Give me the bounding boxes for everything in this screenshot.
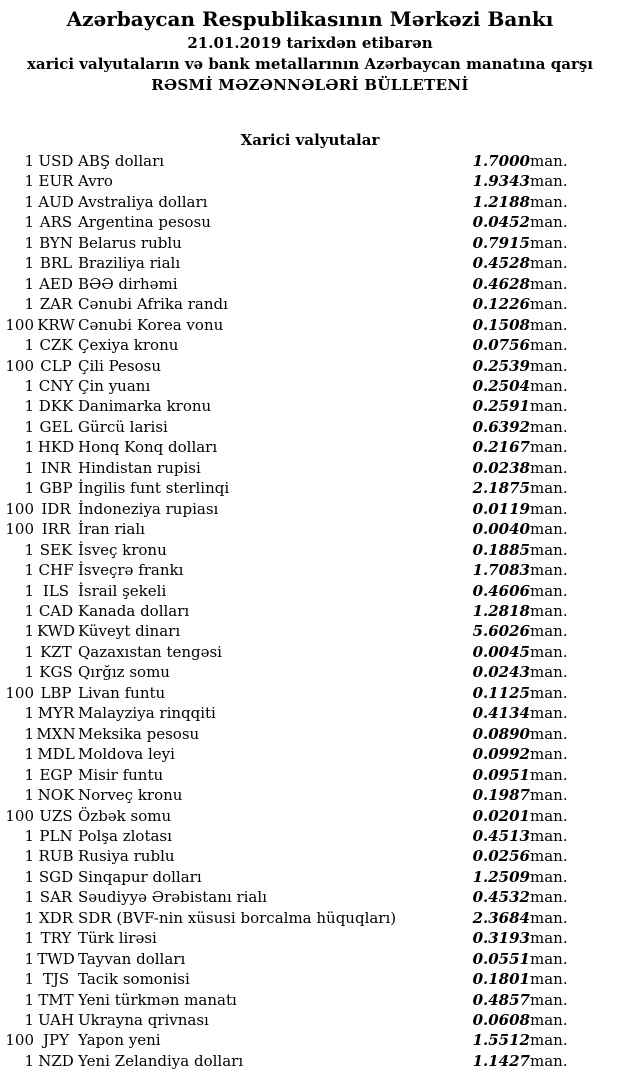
quantity-cell: 100 [5, 315, 34, 334]
unit-cell: man. [530, 336, 568, 355]
currency-name-cell: Ukrayna qrivnası [78, 1011, 209, 1030]
currency-code-cell: UAH [37, 1011, 75, 1030]
currency-name-cell: Argentina pesosu [78, 213, 211, 232]
quantity-cell: 1 [24, 745, 34, 764]
rate-row [0, 253, 588, 273]
rate-row [0, 949, 588, 969]
unit-cell: man. [530, 786, 568, 805]
bulletin-header [0, 5, 620, 96]
rate-row [0, 908, 588, 928]
unit-cell: man. [530, 765, 568, 784]
currency-name-cell: Danimarka kronu [78, 397, 212, 416]
rate-value-cell: 0.4134 [472, 704, 530, 723]
section-title-foreign-currencies: Xarici valyutalar [240, 131, 380, 149]
currency-name-cell: Səudiyyə Ərəbistanı rialı [78, 888, 267, 907]
unit-cell: man. [530, 274, 568, 293]
currency-code-cell: PLN [39, 826, 73, 845]
quantity-cell: 1 [24, 152, 34, 170]
rate-value-cell: 0.1885 [472, 540, 530, 559]
currency-code-cell: DKK [38, 397, 74, 416]
quantity-cell: 1 [24, 561, 34, 580]
currency-name-cell: İsveçrə frankı [78, 561, 184, 580]
unit-cell: man. [530, 192, 568, 211]
currency-name-cell: Moldova leyi [78, 745, 175, 764]
currency-name-cell: Cənubi Korea vonu [78, 315, 224, 334]
quantity-cell: 1 [24, 397, 34, 416]
quantity-cell: 1 [24, 295, 34, 314]
currency-name-cell: Yapon yeni [78, 1031, 161, 1050]
quantity-cell: 100 [5, 1031, 34, 1050]
currency-name-cell: Yeni Zelandiya dolları [78, 1051, 244, 1070]
quantity-cell: 1 [24, 479, 34, 498]
currency-name-cell: Avstraliya dolları [78, 192, 208, 211]
currency-name-cell: Meksika pesosu [78, 724, 200, 743]
currency-name-cell: Rusiya rublu [78, 847, 175, 866]
quantity-cell: 1 [24, 274, 34, 293]
quantity-cell: 1 [24, 765, 34, 784]
unit-cell: man. [530, 581, 568, 600]
currency-name-cell: Sinqapur dolları [78, 867, 202, 886]
rate-row [0, 540, 588, 560]
unit-cell: man. [530, 683, 568, 702]
quantity-cell: 100 [5, 520, 34, 539]
currency-code-cell: SEK [39, 540, 73, 559]
currency-code-cell: AED [39, 274, 73, 293]
unit-cell: man. [530, 970, 568, 989]
quantity-cell: 1 [24, 233, 34, 252]
rate-value-cell: 0.4606 [472, 581, 530, 600]
currency-name-cell: Norveç kronu [78, 786, 183, 805]
currency-name-cell: ABŞ dolları [78, 152, 165, 170]
rate-row [0, 846, 588, 866]
rate-row [0, 396, 588, 416]
currency-name-cell: Livan funtu [78, 683, 166, 702]
currency-code-cell: MDL [37, 745, 75, 764]
currency-code-cell: CAD [38, 601, 74, 620]
rate-row [0, 765, 588, 785]
quantity-cell: 1 [24, 847, 34, 866]
rate-value-cell: 0.0890 [472, 724, 530, 743]
quantity-cell: 1 [24, 826, 34, 845]
rate-row [0, 192, 588, 212]
currency-code-cell: ILS [42, 581, 70, 600]
currency-code-cell: MXN [36, 724, 76, 743]
currency-name-cell: Gürcü larisi [78, 417, 168, 436]
currency-name-cell: İndoneziya rupiası [78, 499, 219, 518]
rate-value-cell: 0.4528 [472, 254, 530, 273]
rate-row [0, 621, 588, 641]
rate-row [0, 826, 588, 846]
currency-code-cell: TJS [42, 970, 70, 989]
rate-row [0, 519, 588, 539]
rate-row [0, 315, 588, 335]
rate-value-cell: 0.2504 [472, 376, 530, 395]
currency-name-cell: Belarus rublu [78, 233, 182, 252]
currency-code-cell: ZAR [39, 295, 73, 314]
unit-cell: man. [530, 929, 568, 948]
currency-name-cell: Türk lirəsi [78, 929, 157, 948]
unit-cell: man. [530, 540, 568, 559]
rate-row [0, 1030, 588, 1050]
currency-code-cell: KZT [40, 642, 72, 661]
rate-value-cell: 0.4513 [472, 826, 530, 845]
quantity-cell: 1 [24, 254, 34, 273]
quantity-cell: 1 [24, 867, 34, 886]
rate-value-cell: 0.0452 [472, 213, 530, 232]
currency-code-cell: NZD [38, 1051, 74, 1070]
rate-row [0, 437, 588, 457]
rate-value-cell: 1.2509 [472, 867, 530, 886]
currency-name-cell: Çili Pesosu [78, 356, 162, 375]
currency-code-cell: INR [40, 458, 72, 477]
rate-value-cell: 0.0040 [472, 520, 530, 539]
currency-code-cell: GBP [39, 479, 73, 498]
rate-value-cell: 0.0951 [472, 765, 530, 784]
currency-code-cell: EGP [39, 765, 73, 784]
quantity-cell: 1 [24, 704, 34, 723]
currency-name-cell: Çexiya kronu [78, 336, 179, 355]
currency-code-cell: AUD [38, 192, 74, 211]
currency-name-cell: İsveç kronu [78, 540, 167, 559]
unit-cell: man. [530, 867, 568, 886]
rate-value-cell: 0.0256 [472, 847, 530, 866]
rate-value-cell: 1.7000 [472, 152, 530, 170]
rate-row [0, 294, 588, 314]
rate-row [0, 1010, 588, 1030]
unit-cell: man. [530, 663, 568, 682]
currency-code-cell: ARS [39, 213, 73, 232]
currency-name-cell: Malayziya rinqqiti [78, 704, 216, 723]
unit-cell: man. [530, 233, 568, 252]
currency-code-cell: TMT [38, 990, 74, 1009]
currency-code-cell: TRY [40, 929, 72, 948]
bulletin-title: RƏSMİ MƏZƏNNƏLƏRİ BÜLLETENİ [151, 76, 469, 94]
rate-row [0, 212, 588, 232]
currency-name-cell: Tayvan dolları [78, 949, 186, 968]
rate-value-cell: 1.9343 [472, 172, 530, 191]
currency-code-cell: MYR [37, 704, 75, 723]
currency-name-cell: Braziliya rialı [78, 254, 181, 273]
currency-code-cell: GEL [39, 417, 73, 436]
unit-cell: man. [530, 152, 568, 170]
currency-name-cell: Honq Konq dolları [78, 438, 218, 457]
quantity-cell: 1 [24, 438, 34, 457]
quantity-cell: 1 [24, 336, 34, 355]
rate-row [0, 806, 588, 826]
currency-code-cell: XDR [39, 908, 73, 927]
rate-row [0, 662, 588, 682]
rate-row [0, 478, 588, 498]
quantity-cell: 1 [24, 990, 34, 1009]
currency-code-cell: CZK [39, 336, 73, 355]
unit-cell: man. [530, 949, 568, 968]
quantity-cell: 1 [24, 213, 34, 232]
quantity-cell: 1 [24, 908, 34, 927]
currency-name-cell: Avro [78, 172, 113, 191]
currency-code-cell: NOK [37, 786, 75, 805]
currency-name-cell: Tacik somonisi [78, 970, 190, 989]
quantity-cell: 1 [24, 642, 34, 661]
unit-cell: man. [530, 213, 568, 232]
unit-cell: man. [530, 376, 568, 395]
rate-value-cell: 0.2539 [472, 356, 530, 375]
unit-cell: man. [530, 479, 568, 498]
currency-name-cell: Misir funtu [78, 765, 164, 784]
rate-row [0, 703, 588, 723]
currency-code-cell: BYN [39, 233, 73, 252]
quantity-cell: 1 [24, 786, 34, 805]
currency-name-cell: SDR (BVF-nin xüsusi borcalma hüquqları) [78, 908, 397, 927]
currency-code-cell: CHF [38, 561, 74, 580]
rate-row [0, 560, 588, 580]
rate-value-cell: 0.0119 [472, 499, 530, 518]
currency-name-cell: Küveyt dinarı [78, 622, 181, 641]
rate-row [0, 969, 588, 989]
currency-name-cell: İngilis funt sterlinqi [78, 479, 230, 498]
unit-cell: man. [530, 438, 568, 457]
currency-name-cell: İran rialı [78, 520, 145, 539]
quantity-cell: 1 [24, 172, 34, 191]
rate-row [0, 642, 588, 662]
rate-value-cell: 0.4628 [472, 274, 530, 293]
rate-row [0, 356, 588, 376]
quantity-cell: 1 [24, 622, 34, 641]
currency-name-cell: Hindistan rupisi [78, 458, 201, 477]
rate-row [0, 335, 588, 355]
rate-value-cell: 0.2167 [472, 438, 530, 457]
rate-row [0, 1051, 588, 1071]
rate-value-cell: 1.2818 [472, 601, 530, 620]
currency-code-cell: KGS [39, 663, 73, 682]
quantity-cell: 1 [24, 581, 34, 600]
rate-row [0, 785, 588, 805]
unit-cell: man. [530, 1031, 568, 1050]
currency-code-cell: JPY [42, 1031, 69, 1050]
rate-value-cell: 2.3684 [472, 908, 530, 927]
unit-cell: man. [530, 704, 568, 723]
currency-code-cell: SAR [39, 888, 73, 907]
currency-code-cell: KWD [36, 622, 76, 641]
unit-cell: man. [530, 724, 568, 743]
unit-cell: man. [530, 561, 568, 580]
exchange-rates-table [0, 151, 588, 1071]
unit-cell: man. [530, 499, 568, 518]
quantity-cell: 1 [24, 1011, 34, 1030]
rate-row [0, 417, 588, 437]
quantity-cell: 100 [5, 806, 34, 825]
currency-code-cell: USD [38, 152, 74, 170]
currency-code-cell: TWD [37, 949, 75, 968]
currency-code-cell: RUB [38, 847, 74, 866]
quantity-cell: 100 [5, 499, 34, 518]
currency-code-cell: LBP [40, 683, 72, 702]
currency-code-cell: CLP [40, 356, 72, 375]
rate-value-cell: 0.0551 [472, 949, 530, 968]
quantity-cell: 1 [24, 540, 34, 559]
rate-row [0, 724, 588, 744]
currency-code-cell: EUR [38, 172, 74, 191]
rate-value-cell: 1.1427 [472, 1051, 530, 1070]
currency-name-cell: Polşa zlotası [78, 826, 172, 845]
bulletin-subtitle: xarici valyutaların və bank metallarının Azərbaycan manatına qarşı [26, 55, 594, 73]
currency-name-cell: Qırğız somu [78, 663, 170, 682]
rate-value-cell: 0.0243 [472, 663, 530, 682]
currency-code-cell: UZS [39, 806, 73, 825]
rate-row [0, 581, 588, 601]
rate-row [0, 151, 588, 171]
currency-name-cell: Yeni türkmən manatı [78, 990, 237, 1009]
unit-cell: man. [530, 990, 568, 1009]
rate-row [0, 601, 588, 621]
unit-cell: man. [530, 315, 568, 334]
quantity-cell: 1 [24, 1051, 34, 1070]
rate-row [0, 990, 588, 1010]
quantity-cell: 1 [24, 376, 34, 395]
rate-value-cell: 2.1875 [472, 479, 530, 498]
rate-row [0, 274, 588, 294]
rate-row [0, 458, 588, 478]
rate-value-cell: 0.4532 [472, 888, 530, 907]
rate-row [0, 171, 588, 191]
quantity-cell: 1 [24, 970, 34, 989]
currency-name-cell: Qazaxıstan tengəsi [78, 642, 222, 661]
rate-value-cell: 0.7915 [472, 233, 530, 252]
rate-value-cell: 0.0608 [472, 1011, 530, 1030]
unit-cell: man. [530, 520, 568, 539]
rate-value-cell: 0.6392 [472, 417, 530, 436]
quantity-cell: 1 [24, 458, 34, 477]
rate-value-cell: 1.5512 [472, 1031, 530, 1050]
currency-code-cell: IRR [41, 520, 71, 539]
unit-cell: man. [530, 847, 568, 866]
quantity-cell: 1 [24, 949, 34, 968]
rate-value-cell: 0.1801 [472, 970, 530, 989]
rate-row [0, 867, 588, 887]
quantity-cell: 1 [24, 724, 34, 743]
currency-code-cell: HKD [37, 438, 75, 457]
currency-name-cell: BƏƏ dirhəmi [78, 274, 178, 293]
rate-value-cell: 0.0045 [472, 642, 530, 661]
effective-date-line: 21.01.2019 tarixdən etibarən [187, 34, 433, 52]
rate-row [0, 744, 588, 764]
unit-cell: man. [530, 254, 568, 273]
quantity-cell: 1 [24, 663, 34, 682]
currency-name-cell: Kanada dolları [78, 601, 190, 620]
quantity-cell: 1 [24, 417, 34, 436]
unit-cell: man. [530, 1011, 568, 1030]
rate-value-cell: 0.1125 [472, 683, 530, 702]
unit-cell: man. [530, 826, 568, 845]
unit-cell: man. [530, 356, 568, 375]
rate-value-cell: 0.2591 [472, 397, 530, 416]
rate-value-cell: 0.3193 [472, 929, 530, 948]
quantity-cell: 1 [24, 929, 34, 948]
rates-table-body [0, 151, 588, 1071]
currency-code-cell: BRL [39, 254, 73, 273]
unit-cell: man. [530, 417, 568, 436]
currency-code-cell: CNY [38, 376, 74, 395]
quantity-cell: 100 [5, 356, 34, 375]
rate-value-cell: 0.1987 [472, 786, 530, 805]
rate-value-cell: 0.1226 [472, 295, 530, 314]
rate-row [0, 376, 588, 396]
unit-cell: man. [530, 601, 568, 620]
currency-name-cell: Cənubi Afrika randı [78, 295, 228, 314]
rate-row [0, 499, 588, 519]
unit-cell: man. [530, 172, 568, 191]
currency-name-cell: Özbək somu [78, 806, 172, 825]
bank-title: Azərbaycan Respublikasının Mərkəzi Bankı [66, 7, 554, 31]
rate-value-cell: 0.1508 [472, 315, 530, 334]
unit-cell: man. [530, 745, 568, 764]
quantity-cell: 100 [5, 683, 34, 702]
rate-value-cell: 0.0756 [472, 336, 530, 355]
currency-name-cell: Çin yuanı [78, 376, 151, 395]
unit-cell: man. [530, 458, 568, 477]
unit-cell: man. [530, 908, 568, 927]
currency-name-cell: İsrail şekeli [78, 581, 167, 600]
rate-row [0, 683, 588, 703]
unit-cell: man. [530, 397, 568, 416]
unit-cell: man. [530, 888, 568, 907]
rate-value-cell: 0.0238 [472, 458, 530, 477]
quantity-cell: 1 [24, 888, 34, 907]
currency-code-cell: SGD [38, 867, 74, 886]
rate-value-cell: 0.0201 [472, 806, 530, 825]
currency-code-cell: KRW [37, 315, 75, 334]
currency-code-cell: IDR [41, 499, 71, 518]
rate-value-cell: 5.6026 [472, 622, 530, 641]
rate-value-cell: 0.4857 [472, 990, 530, 1009]
quantity-cell: 1 [24, 192, 34, 211]
unit-cell: man. [530, 295, 568, 314]
rate-value-cell: 1.2188 [472, 192, 530, 211]
unit-cell: man. [530, 622, 568, 641]
rate-row [0, 887, 588, 907]
unit-cell: man. [530, 806, 568, 825]
rate-row [0, 928, 588, 948]
rate-row [0, 233, 588, 253]
unit-cell: man. [530, 642, 568, 661]
rate-value-cell: 1.7083 [472, 561, 530, 580]
rate-value-cell: 0.0992 [472, 745, 530, 764]
quantity-cell: 1 [24, 601, 34, 620]
unit-cell: man. [530, 1051, 568, 1070]
